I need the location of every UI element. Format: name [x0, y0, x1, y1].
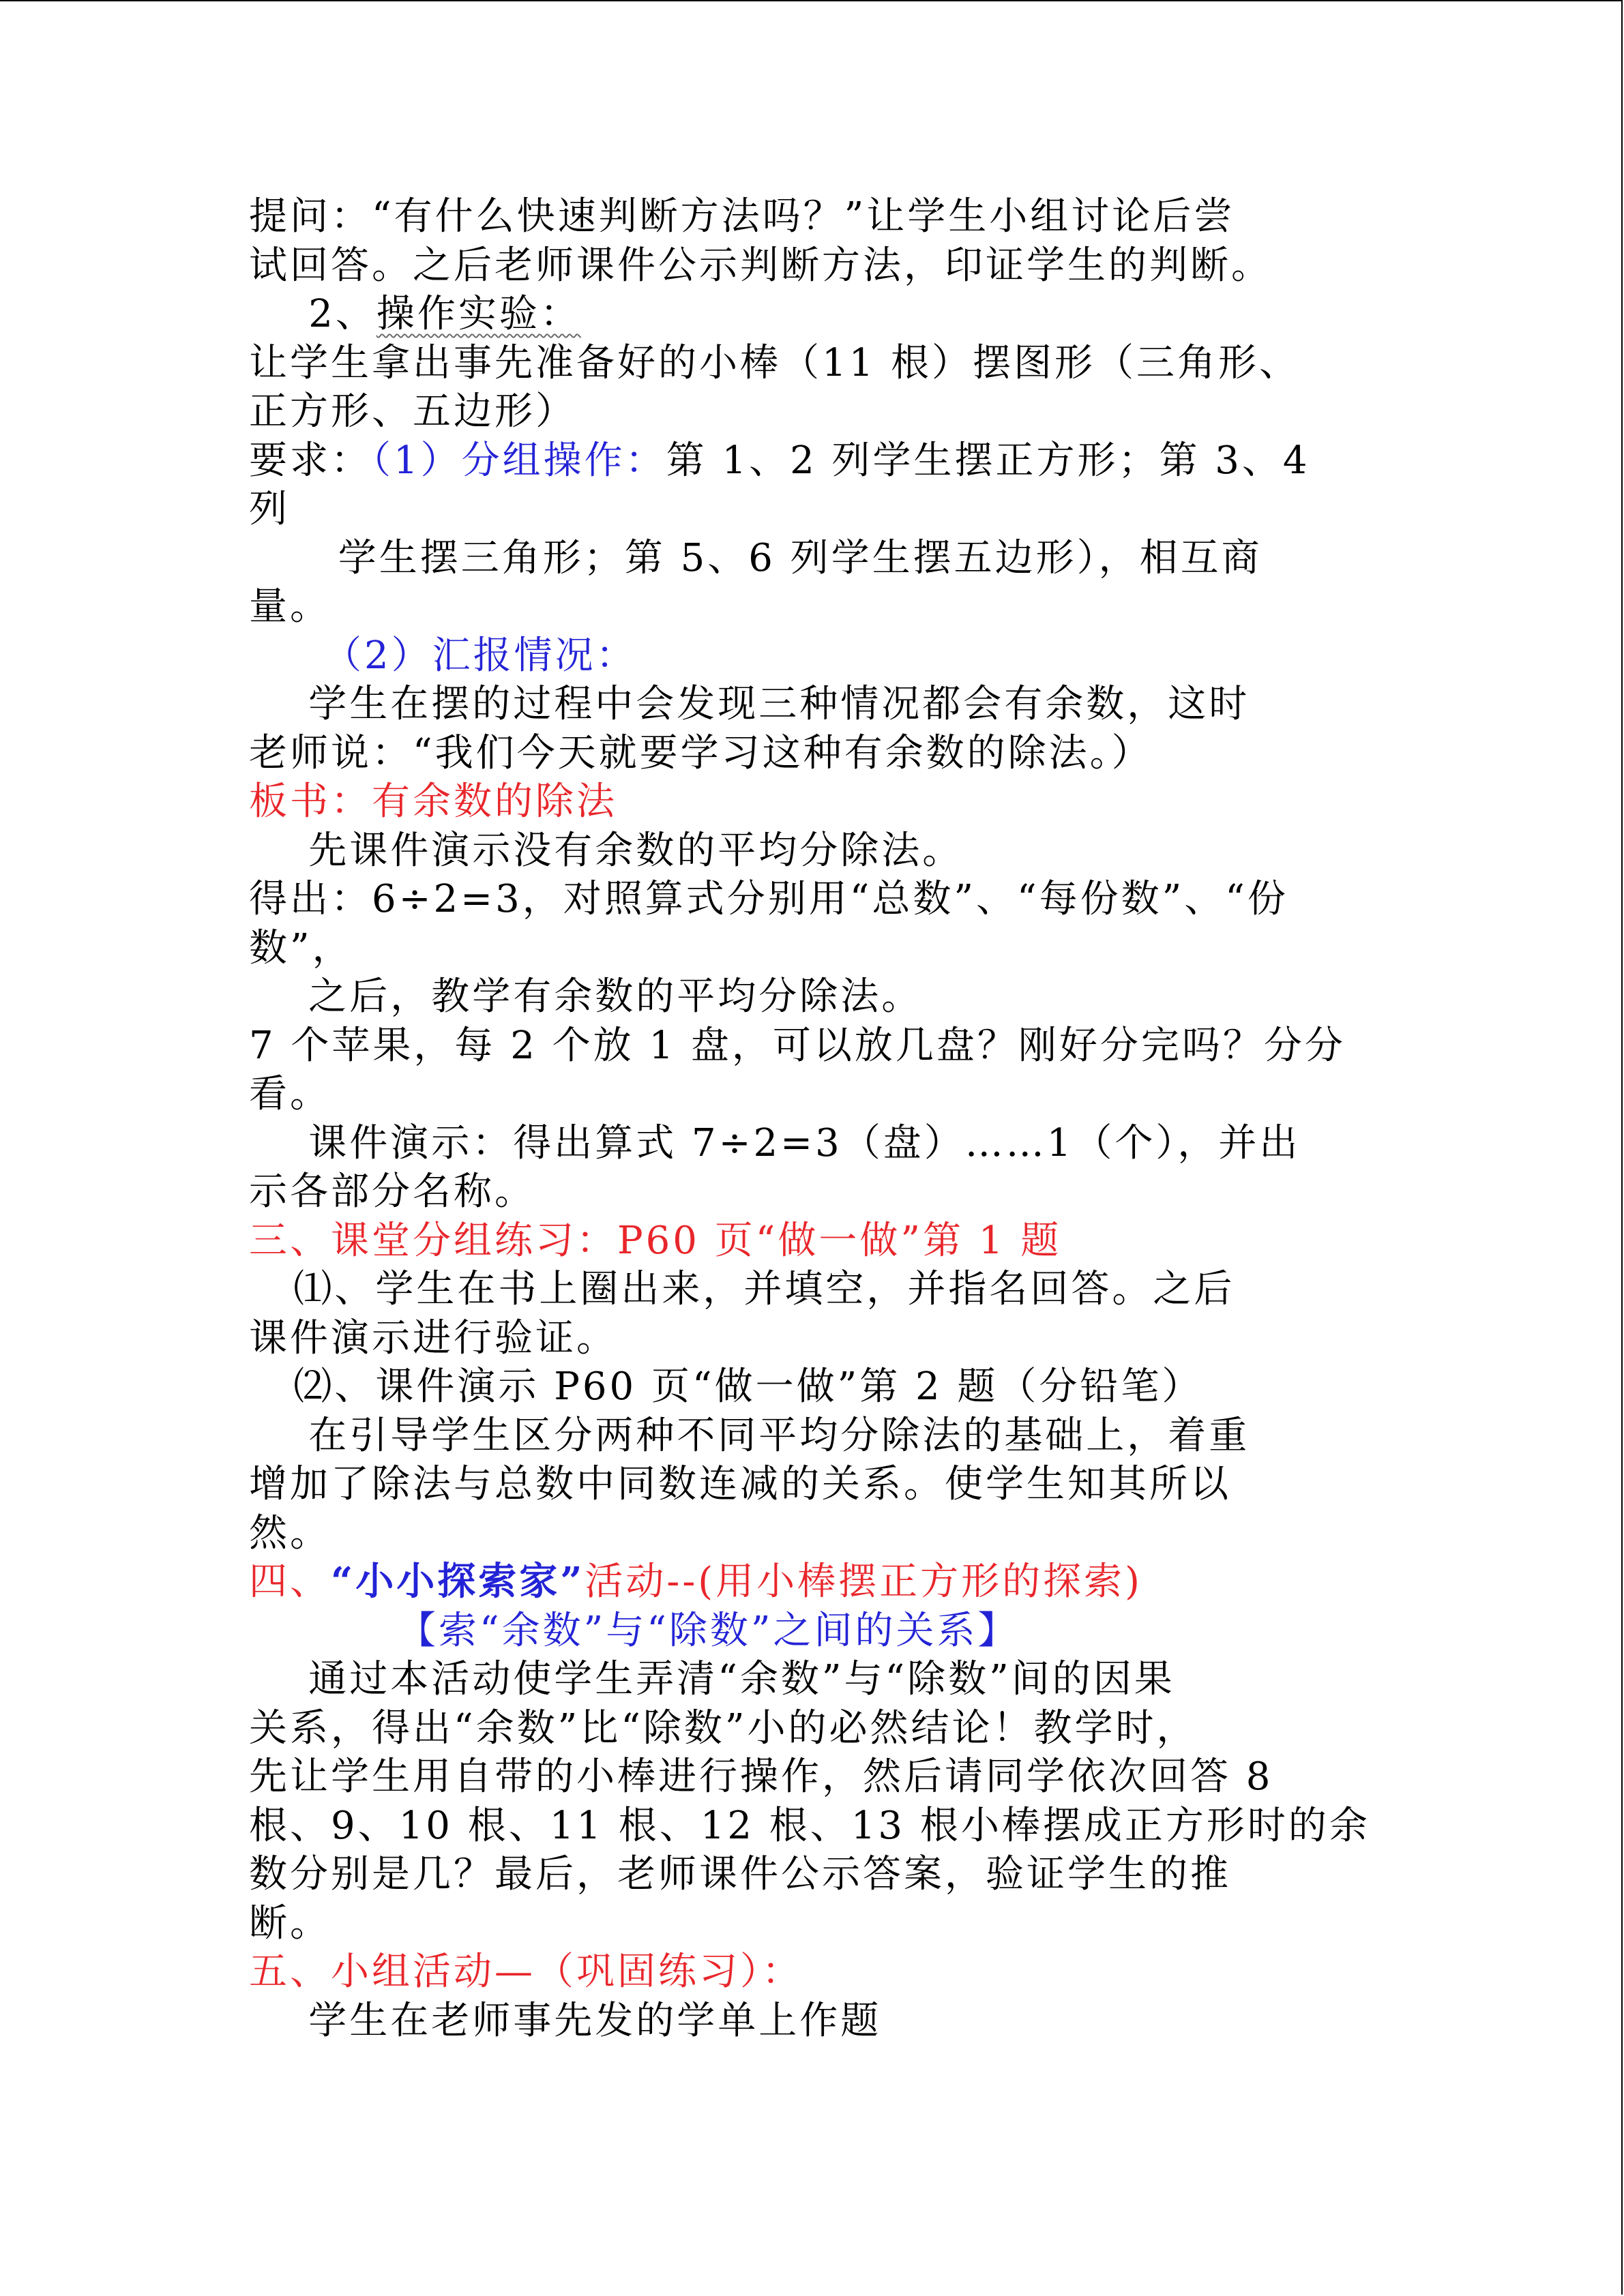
activity-desc: 活动--(用小棒摆正方形的探索) — [585, 1560, 1142, 1604]
section-number: 2、 — [308, 292, 377, 336]
section-prefix: 四、 — [249, 1560, 331, 1604]
requirement-label: 要求： — [249, 438, 372, 483]
paragraph-line: 然。 — [249, 1510, 331, 1555]
requirement-step-2: （2）汇报情况： — [249, 633, 637, 678]
paragraph-line: 通过本活动使学生弄清“余数”与“除数”间的因果 — [249, 1657, 1175, 1701]
paragraph-line: 看。 — [249, 1072, 331, 1116]
paragraph-line: ⑴、学生在书上圈出来，并填空，并指名回答。之后 — [249, 1267, 1235, 1311]
paragraph-line: 提问：“有什么快速判断方法吗？”让学生小组讨论后尝 — [249, 194, 1235, 239]
activity-name: “小小探索家” — [331, 1559, 585, 1604]
requirement-step-1: （1）分组操作： — [372, 438, 666, 483]
section-heading-3: 三、课堂分组练习：P60 页“做一做”第 1 题 — [249, 1218, 1062, 1263]
paragraph-line: 关系，得出“余数”比“除数”小的必然结论！教学时， — [249, 1705, 1198, 1750]
paragraph-line: 列 — [249, 487, 290, 531]
section-subtitle: 【索“余数”与“除数”之间的关系】 — [249, 1608, 1019, 1653]
paragraph-line: 断。 — [249, 1900, 331, 1945]
document-body — [249, 192, 1381, 2045]
section-title-underlined: 操作实验： — [376, 292, 581, 336]
paragraph-line: 数”， — [249, 925, 353, 970]
paragraph-line: 根、9、10 根、11 根、12 根、13 根小棒摆成正方形时的余 — [249, 1803, 1370, 1848]
paragraph-line: 在引导学生区分两种不同平均分除法的基础上，着重 — [249, 1413, 1250, 1458]
paragraph-line: 示各部分名称。 — [249, 1169, 535, 1214]
paragraph-line: 先让学生用自带的小棒进行操作，然后请同学依次回答 8 — [249, 1755, 1273, 1799]
paragraph-line: 量。 — [249, 584, 331, 629]
paragraph-line: 得出：6÷2=3，对照算式分别用“总数”、“每份数”、“份 — [249, 877, 1288, 921]
section-heading-4 — [249, 1557, 1381, 1607]
section-heading-operation — [249, 290, 1381, 339]
paragraph-line: 正方形、五边形） — [249, 389, 576, 434]
paragraph-line: 学生在摆的过程中会发现三种情况都会有余数，这时 — [249, 682, 1250, 726]
paragraph-line: 课件演示：得出算式 7÷2=3（盘）……1（个），并出 — [249, 1120, 1301, 1165]
paragraph-line: 先课件演示没有余数的平均分除法。 — [249, 828, 964, 873]
indent — [249, 292, 308, 336]
paragraph-line: 老师说：“我们今天就要学习这种有余数的除法。） — [249, 730, 1153, 775]
paragraph-line: 试回答。之后老师课件公示判断方法，印证学生的判断。 — [249, 243, 1272, 288]
paragraph-line: 让学生拿出事先准备好的小棒（11 根）摆图形（三角形、 — [249, 340, 1301, 385]
paragraph-line: 增加了除法与总数中同数连减的关系。使学生知其所以 — [249, 1462, 1231, 1506]
paragraph-line: 数分别是几？最后，老师课件公示答案，验证学生的推 — [249, 1852, 1231, 1896]
paragraph-line: 学生摆三角形；第 5、6 列学生摆五边形），相互商 — [249, 535, 1263, 580]
requirement-line — [249, 436, 1381, 486]
paragraph-line: 课件演示进行验证。 — [249, 1315, 617, 1360]
paragraph-line: 之后，教学有余数的平均分除法。 — [249, 974, 923, 1019]
paragraph-line: 7 个苹果，每 2 个放 1 盘，可以放几盘？刚好分完吗？分分 — [249, 1023, 1346, 1068]
paragraph-line: 学生在老师事先发的学单上作题 — [249, 1998, 882, 2043]
section-heading-5: 五、小组活动—（巩固练习）： — [249, 1950, 803, 1994]
requirement-text: 第 1、2 列学生摆正方形；第 3、4 — [666, 438, 1310, 483]
paragraph-line: ⑵、课件演示 P60 页“做一做”第 2 题（分铅笔） — [249, 1365, 1203, 1409]
board-title: 板书：有余数的除法 — [249, 779, 617, 824]
